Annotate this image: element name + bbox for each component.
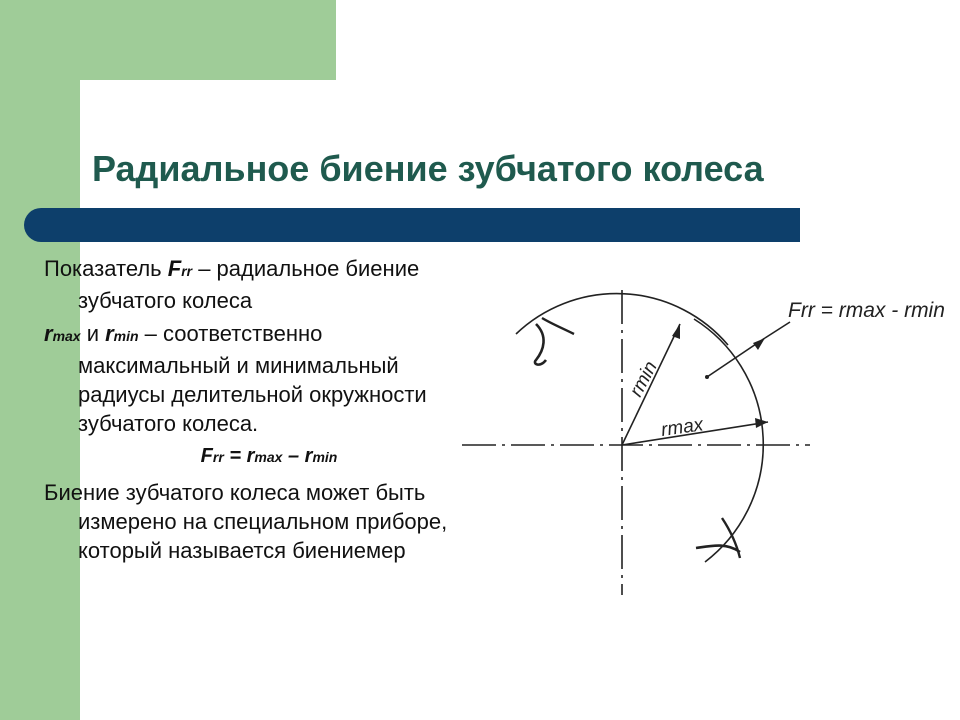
- symbol-rmax-sub: max: [52, 328, 81, 344]
- paragraph-radii: [44, 319, 454, 438]
- text-rest: – радиальное биение зубчатого колеса: [78, 256, 420, 313]
- symbol-f-sub: rr: [181, 263, 193, 279]
- paragraph-indicator: [44, 254, 454, 315]
- diagram-label-rmax: rmax: [659, 414, 705, 441]
- tooth-sketch-top: [535, 324, 546, 365]
- formula-line: [44, 442, 454, 472]
- symbol-rmin-sub: min: [113, 328, 139, 344]
- formula-rmin-sub: min: [312, 449, 338, 465]
- runout-diagram: [440, 260, 960, 600]
- symbol-rmax: r: [44, 321, 53, 346]
- formula-rmax-sub: max: [254, 449, 283, 465]
- paragraph-measurement: Биение зубчатого колеса может быть измерено на специальном приборе, который называется биениемер: [44, 480, 448, 563]
- dimension-point: [705, 375, 709, 379]
- pitch-circle-rmax-arc: [694, 319, 763, 562]
- formula-minus: –: [282, 445, 305, 467]
- arrowhead-dimension: [753, 338, 765, 350]
- symbol-f: F: [167, 256, 182, 281]
- slide-title: Радиальное биение зубчатого колеса: [92, 148, 764, 189]
- formula-eq: =: [223, 445, 247, 467]
- tooth-sketch-bottom-edge: [722, 518, 740, 558]
- text-prefix: Показатель: [44, 256, 168, 281]
- formula-f: F: [200, 445, 213, 467]
- dimension-label-leader: [765, 322, 790, 338]
- formula-rmax: r: [246, 445, 255, 467]
- diagram-label-rmin: rmin: [625, 357, 662, 401]
- text-rest: – соответственно максимальный и минимальный радиусы делительной окружности зубчатого колеса.: [78, 321, 427, 436]
- body-text: [44, 254, 454, 569]
- diagram-label-formula: Frr = rmax - rmin: [788, 299, 945, 322]
- symbol-rmin: r: [105, 321, 114, 346]
- text-and: и: [80, 321, 106, 346]
- title-underline-bar: [24, 208, 800, 242]
- formula-rmin: r: [304, 445, 313, 467]
- tooth-sketch-top-edge: [542, 318, 574, 334]
- formula-f-sub: rr: [212, 449, 224, 465]
